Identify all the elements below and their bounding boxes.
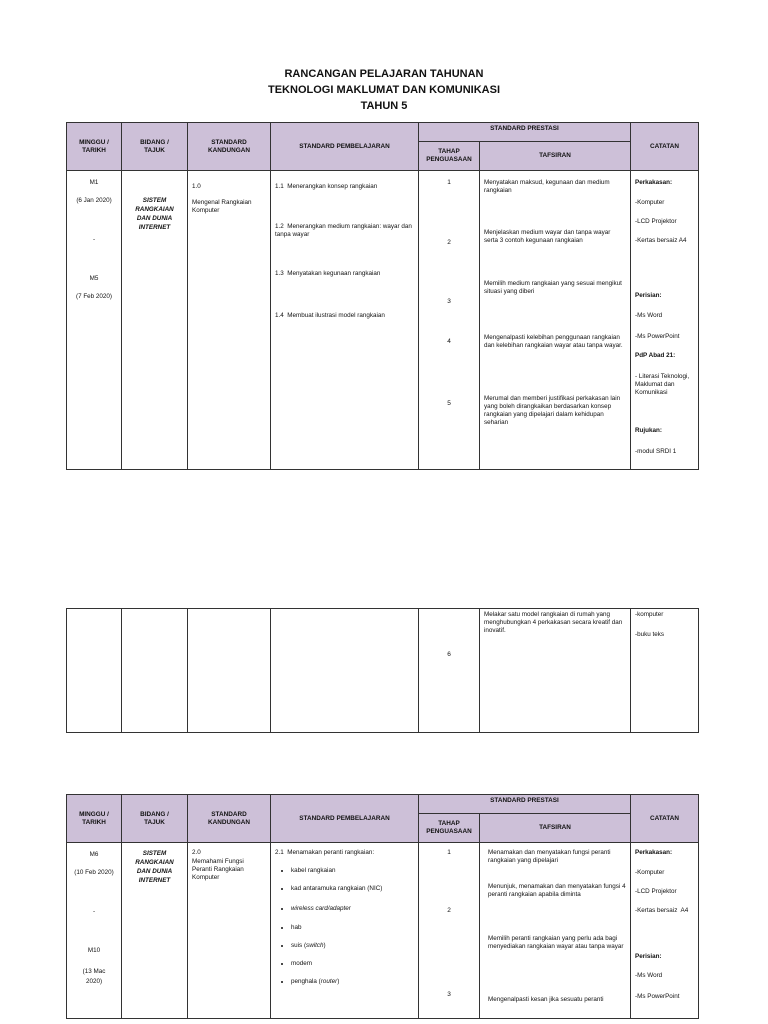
- header-catatan: CATATAN: [631, 795, 699, 843]
- list-item: • suis (switch): [291, 942, 421, 950]
- catatan-cell: [631, 843, 699, 1019]
- sp-cell: [271, 171, 419, 470]
- header-tafsiran: TAFSIRAN: [480, 142, 631, 171]
- header-prestasi: STANDARD PRESTASI: [419, 795, 631, 814]
- peranti-list: [273, 867, 421, 996]
- header-catatan: CATATAN: [631, 123, 699, 171]
- catatan-cell: [631, 171, 699, 470]
- header-bidang: BIDANG / TAJUK: [122, 795, 188, 843]
- tafsiran-cell: [480, 843, 631, 1019]
- level-number: 1: [447, 849, 451, 856]
- header-sk: STANDARD KANDUNGAN: [188, 795, 271, 843]
- doc-title-line3: TAHUN 5: [360, 100, 408, 112]
- level-number: 1: [447, 179, 451, 186]
- rujukan-text: -modul SRDI 1: [635, 448, 677, 455]
- bidang-cell: [122, 609, 188, 733]
- tahap-cell: [419, 171, 480, 470]
- sp-heading: 2.1 Menamakan peranti rangkaian:: [275, 849, 375, 856]
- tafsiran-text: Memilih medium rangkaian yang sesuai mengikut situasi yang diberi: [484, 280, 622, 295]
- level-number: 3: [447, 991, 451, 998]
- catatan-cell: [631, 609, 699, 733]
- pdp-label: PdP Abad 21:: [635, 352, 676, 359]
- week-cell: [67, 171, 122, 470]
- sk-text: Mengenal Rangkaian Komputer: [192, 199, 252, 214]
- tahap-cell: [419, 609, 480, 733]
- list-item: • kabel rangkaian: [291, 867, 421, 875]
- header-sp: STANDARD PEMBELAJARAN: [271, 795, 419, 843]
- catatan-item: -LCD Projektor: [635, 218, 677, 225]
- catatan-item: -Ms PowerPoint: [635, 333, 680, 340]
- tafsiran-text: Merumal dan memberi justifikasi perkakasan lain yang boleh dirangkaikan berdasarkan konsep rangkaian yang dipelajari dalam kehidupan seharian: [484, 395, 621, 426]
- bidang-cell: [122, 843, 188, 1019]
- level-number: 5: [447, 400, 451, 407]
- tafsiran-text: Mengenalpasti kelebihan penggunaan rangkaian dan kelebihan rangkaian wayar atau tanpa wayar.: [484, 334, 623, 349]
- catatan-item: -Komputer: [635, 199, 665, 206]
- catatan-item: -Komputer: [635, 869, 665, 876]
- header-prestasi: STANDARD PRESTASI: [419, 123, 631, 142]
- level-number: 3: [447, 298, 451, 305]
- sp-cell: [271, 609, 419, 733]
- week-dash: -: [92, 236, 96, 243]
- tafsiran-text: Menunjuk, menamakan dan menyatakan fungsi 4 peranti rangkaian apabila diminta: [488, 883, 626, 898]
- catatan-item: -buku teks: [635, 631, 665, 638]
- plan-table-3: [66, 794, 699, 1019]
- catatan-item: -LCD Projektor: [635, 888, 677, 895]
- list-item: • penghala (router): [291, 978, 421, 986]
- week-end: M5: [89, 275, 99, 282]
- tafsiran-text: Mengenalpasti kesan jika sesuatu peranti: [488, 996, 604, 1003]
- pdp-text: - Literasi Teknologi, Maklumat dan Komunikasi: [635, 373, 690, 396]
- perisian-label: Perisian:: [635, 953, 662, 960]
- sk-cell: [188, 843, 271, 1019]
- sk-text: Memahami Fungsi Peranti Rangkaian Komputer: [192, 858, 244, 881]
- week-end: M10: [87, 947, 101, 954]
- week-start: M1: [89, 179, 99, 186]
- list-item: • kad antaramuka rangkaian (NIC): [291, 885, 421, 893]
- header-tahap: TAHAP PENGUASAAN: [419, 814, 480, 843]
- header-tafsiran: TAFSIRAN: [480, 814, 631, 843]
- header-sp: STANDARD PEMBELAJARAN: [271, 123, 419, 171]
- tafsiran-text: Memilih peranti rangkaian yang perlu ada bagi menyediakan rangkaian wayar atau tanpa wayar: [488, 935, 624, 950]
- sp-item: 1.3 Menyatakan kegunaan rangkaian: [275, 270, 381, 277]
- catatan-item: -Ms Word: [635, 312, 663, 319]
- tafsiran-cell: [480, 171, 631, 470]
- sk-cell: [188, 609, 271, 733]
- header-sk: STANDARD KANDUNGAN: [188, 123, 271, 171]
- date-start: (6 Jan 2020): [76, 197, 112, 204]
- date-start: (10 Feb 2020): [74, 869, 114, 876]
- week-cell: [67, 609, 122, 733]
- header-bidang: BIDANG / TAJUK: [122, 123, 188, 171]
- tafsiran-text: Menjelaskan medium wayar dan tanpa wayar serta 3 contoh kegunaan rangkaian: [484, 229, 611, 244]
- level-number: 4: [447, 338, 451, 345]
- perkakasan-label: Perkakasan:: [635, 179, 673, 186]
- sk-code: 1.0: [192, 183, 201, 190]
- sp-item: 1.1 Menerangkan konsep rangkaian: [275, 183, 378, 190]
- week-cell: [67, 843, 122, 1019]
- header-minggu: MINGGU / TARIKH: [67, 795, 122, 843]
- perkakasan-label: Perkakasan:: [635, 849, 673, 856]
- tafsiran-cell: [480, 609, 631, 733]
- week-dash: -: [92, 908, 96, 915]
- list-item: • modem: [291, 960, 421, 968]
- catatan-item: -Ms PowerPoint: [635, 993, 680, 1000]
- catatan-item: -Kertas bersaiz A4: [635, 907, 689, 914]
- date-end: (7 Feb 2020): [75, 293, 113, 300]
- list-item: • hab: [291, 924, 421, 932]
- rujukan-label: Rujukan:: [635, 427, 662, 434]
- sp-item: 1.4 Membuat ilustrasi model rangkaian: [275, 312, 385, 319]
- tafsiran-text: Menamakan dan menyatakan fungsi peranti rangkaian yang dipelajari: [488, 849, 611, 864]
- bidang-text: SISTEM RANGKAIAN DAN DUNIA INTERNET: [135, 197, 174, 231]
- bidang-cell: [122, 171, 188, 470]
- level-number: 6: [447, 651, 451, 658]
- perisian-label: Perisian:: [635, 292, 662, 299]
- doc-title-line1: RANCANGAN PELAJARAN TAHUNAN: [284, 68, 484, 80]
- tahap-cell: [419, 843, 480, 1019]
- catatan-item: -Ms Word: [635, 972, 663, 979]
- date-end: (13 Mac 2020): [82, 968, 106, 985]
- catatan-item: -komputer: [635, 611, 664, 618]
- bidang-text: SISTEM RANGKAIAN DAN DUNIA INTERNET: [135, 850, 174, 884]
- sk-cell: [188, 171, 271, 470]
- tafsiran-text: Menyatakan maksud, kegunaan dan medium rangkaian: [484, 179, 610, 194]
- sk-code: 2.0: [192, 849, 201, 856]
- doc-title-line2: TEKNOLOGI MAKLUMAT DAN KOMUNIKASI: [268, 84, 500, 96]
- level-number: 2: [447, 907, 451, 914]
- week-start: M6: [89, 851, 99, 858]
- tafsiran-text: Melakar satu model rangkaian di rumah yang menghubungkan 4 perkakasan secara kreatif dan inovatif.: [484, 611, 623, 634]
- header-tahap: TAHAP PENGUASAAN: [419, 142, 480, 171]
- catatan-item: -Kertas bersaiz A4: [635, 237, 687, 244]
- sp-item: 1.2 Menerangkan medium rangkaian: wayar dan tanpa wayar: [275, 223, 412, 238]
- plan-table-2: [66, 608, 699, 733]
- header-minggu: MINGGU / TARIKH: [67, 123, 122, 171]
- level-number: 2: [447, 239, 451, 246]
- sp-cell: [271, 843, 419, 1019]
- plan-table-1: [66, 122, 699, 470]
- list-item: • wireless card/adapter: [291, 905, 421, 913]
